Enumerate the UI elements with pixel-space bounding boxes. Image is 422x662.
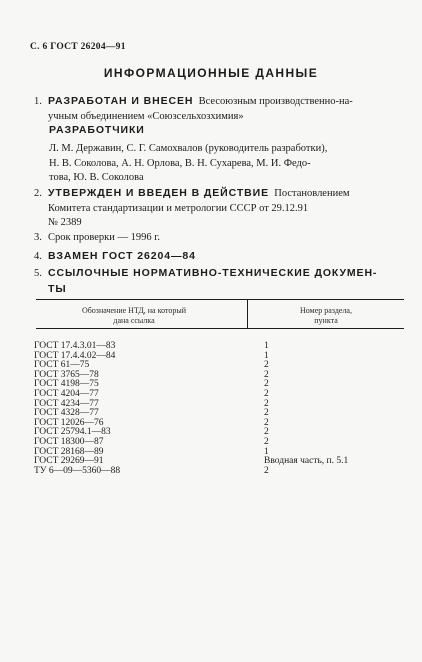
section-5-line1 — [34, 266, 406, 282]
table-col1-header — [44, 306, 224, 325]
table-cell-ref: 1 — [264, 446, 269, 457]
table-cell-doc: ГОСТ 4198—75 — [34, 379, 99, 390]
section-2-text-line1: Постановлением — [274, 188, 350, 199]
section-1-number: 1. — [34, 96, 42, 107]
page-header: С. 6 ГОСТ 26204—91 — [30, 42, 126, 52]
table-body — [34, 342, 406, 476]
section-2-number: 2. — [34, 188, 42, 199]
section-1-text-line1: Всесоюзным производственно-на- — [198, 96, 353, 107]
table-col2-header-line2: пункта — [314, 315, 338, 325]
table-cell-ref: Вводная часть, п. 5.1 — [264, 456, 349, 467]
developers-line3: това, Ю. В. Соколова — [49, 172, 144, 183]
table-cell-doc: ГОСТ 17.4.3.01—83 — [34, 341, 116, 351]
table-cell-doc: ГОСТ 18300—87 — [34, 436, 104, 447]
table-cell-ref: 1 — [264, 350, 269, 361]
section-4 — [34, 249, 406, 265]
table-cell-doc: ГОСТ 25794.1—83 — [34, 427, 111, 438]
table-cell-doc: ТУ 6—09—5360—88 — [34, 465, 121, 476]
table-col1-header-line1: Обозначение НТД, на который — [81, 306, 187, 315]
table-cell-ref: 2 — [264, 369, 269, 380]
section-4-number: 4. — [34, 251, 42, 262]
table-cell-doc: ГОСТ 29269—91 — [34, 456, 104, 467]
section-2-text-line2: Комитета стандартизации и метрологии СССР от 29.12.91 — [48, 202, 309, 214]
section-2 — [34, 186, 406, 231]
table-cell-doc: ГОСТ 61—75 — [34, 360, 90, 371]
table-cell-doc: ГОСТ 12026—76 — [34, 417, 104, 428]
section-3 — [34, 231, 406, 246]
table-cell-doc: ГОСТ 4328—77 — [34, 408, 99, 419]
table-header-rule — [36, 328, 404, 329]
section-3-number: 3. — [34, 232, 42, 243]
table-col2-header-line1: Номер раздела, — [300, 306, 352, 315]
section-2-text-line3: № 2389 — [48, 217, 82, 228]
table-row — [34, 467, 406, 477]
table-header-divider — [247, 300, 248, 328]
section-2-line1 — [34, 186, 406, 202]
section-4-heading: ВЗАМЕН ГОСТ 26204—84 — [48, 250, 196, 262]
table-top-rule — [36, 299, 404, 300]
section-5 — [34, 266, 406, 296]
document-title: ИНФОРМАЦИОННЫЕ ДАННЫЕ — [103, 66, 319, 80]
developers-list — [49, 142, 405, 186]
table-cell-ref: 2 — [264, 408, 269, 419]
table-cell-doc: ГОСТ 17.4.4.02—84 — [34, 350, 116, 361]
table-cell-ref: 2 — [264, 379, 269, 390]
table-cell-ref: 1 — [264, 341, 269, 351]
section-2-heading: УТВЕРЖДЕН И ВВЕДЕН В ДЕЙСТВИЕ — [48, 187, 269, 199]
table-col1-header-line2: дана ссылка — [113, 315, 155, 325]
section-5-number: 5. — [34, 268, 42, 279]
table-cell-ref: 2 — [264, 360, 269, 371]
table-cell-doc: ГОСТ 28168—89 — [34, 446, 104, 457]
section-3-text: Срок проверки — 1996 г. — [48, 232, 160, 243]
table-col2-header — [256, 306, 396, 325]
table-cell-doc: ГОСТ 4204—77 — [34, 388, 99, 399]
table-cell-ref: 2 — [264, 417, 269, 428]
developers-heading: РАЗРАБОТЧИКИ — [49, 124, 145, 136]
developers-line1: Л. М. Державин, С. Г. Самохвалов (руководитель разработки), — [49, 143, 328, 154]
developers-line2: Н. В. Соколова, А. Н. Орлова, В. Н. Сухарева, М. И. Федо- — [49, 157, 311, 169]
section-1 — [34, 94, 406, 124]
section-5-heading-line1: ССЫЛОЧНЫЕ НОРМАТИВНО-ТЕХНИЧЕСКИЕ ДОКУМЕН- — [48, 267, 378, 279]
section-1-line1 — [34, 94, 406, 110]
section-5-heading-line2: ТЫ — [48, 282, 67, 295]
table-cell-ref: 2 — [264, 465, 269, 476]
table-cell-doc: ГОСТ 3765—78 — [34, 369, 99, 380]
table-cell-ref: 2 — [264, 427, 269, 438]
section-1-heading: РАЗРАБОТАН И ВНЕСЕН — [48, 95, 194, 107]
section-1-text-line2: учным объединением «Союзсельхозхимия» — [48, 110, 244, 122]
table-cell-doc: ГОСТ 4234—77 — [34, 398, 99, 409]
table-cell-ref: 2 — [264, 436, 269, 447]
table-cell-ref: 2 — [264, 388, 269, 399]
table-cell-ref: 2 — [264, 398, 269, 409]
table-row — [34, 352, 406, 362]
